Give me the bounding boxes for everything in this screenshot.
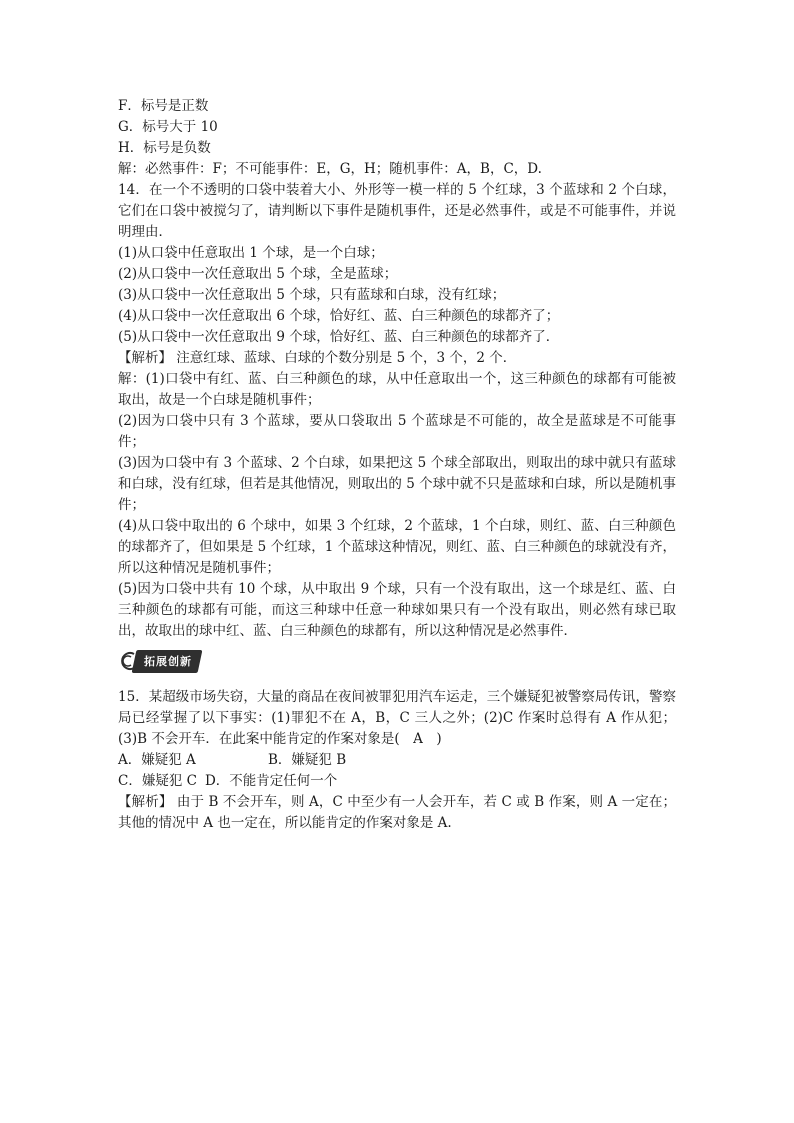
q13-answer: 解：必然事件：F；不可能事件：E，G，H；随机事件：A，B，C，D. (118, 161, 542, 177)
q15-analysis: 【解析】 由于 B 不会开车，则 A，C 中至少有一人会开车，若 C 或 B 作案，则 A 一定在；其他的情况中 A 也一定在，所以能肯定的作案对象是 A. (118, 794, 676, 831)
section-banner (118, 649, 676, 673)
option-h: H．标号是负数 (118, 140, 211, 156)
q14-solution-3: (3)因为口袋中有 3 个蓝球、2 个白球，如果把这 5 个球全部取出，则取出的球中就只有蓝球和白球，没有红球，但若是其他情况，则取出的 5 个球中就不只是蓝球和白球，所以是随机事件； (118, 455, 676, 513)
q14-item-2: (2)从口袋中一次任意取出 5 个球，全是蓝球； (118, 266, 398, 282)
q15-options-row-1 (118, 750, 676, 771)
q14-stem: 14．在一个不透明的口袋中装着大小、外形等一模一样的 5 个红球，3 个蓝球和 2 个白球，它们在口袋中被搅匀了，请判断以下事件是随机事件，还是必然事件，或是不可能事件，并说明理由． (118, 182, 676, 240)
q15-option-a: A．嫌疑犯 A (118, 752, 196, 768)
document-body (118, 96, 676, 834)
q14-item-1: (1)从口袋中任意取出 1 个球，是一个白球； (118, 245, 384, 261)
q15-options-row-2 (118, 771, 676, 792)
q14-solution-2: (2)因为口袋中只有 3 个蓝球，要从口袋取出 5 个蓝球是不可能的，故全是蓝球是不可能事件； (118, 413, 676, 450)
q14-item-3: (3)从口袋中一次任意取出 5 个球，只有蓝球和白球，没有红球； (118, 287, 506, 303)
q14-item-4: (4)从口袋中一次任意取出 6 个球，恰好红、蓝、白三种颜色的球都齐了； (118, 308, 560, 324)
q15-option-b: B．嫌疑犯 B (268, 752, 347, 768)
option-f: F．标号是正数 (118, 98, 209, 114)
section-banner-label: 拓展创新 (132, 650, 203, 673)
q14-solution-1: 解：(1)口袋中有红、蓝、白三种颜色的球，从中任意取出一个，这三种颜色的球都有可能被取出，故是一个白球是随机事件； (118, 371, 676, 408)
q14-solution-4: (4)从口袋中取出的 6 个球中，如果 3 个红球，2 个蓝球，1 个白球，则红、蓝、白三种颜色的球都齐了，但如果是 5 个红球，1 个蓝球这种情况，则红、蓝、白三种颜色的球就没有齐，所以这种情况是随机事件； (118, 518, 676, 576)
option-g: G．标号大于 10 (118, 119, 218, 135)
q14-item-5: (5)从口袋中一次任意取出 9 个球，恰好红、蓝、白三种颜色的球都齐了． (118, 329, 560, 345)
q14-solution-5: (5)因为口袋中共有 10 个球，从中取出 9 个球，只有一个没有取出，这一个球是红、蓝、白三种颜色的球都有可能，而这三种球中任意一种球如果只有一个没有取出，则必然有球已取出，故取出的球中红、蓝、白三种颜色的球都有，所以这种情况是必然事件． (118, 581, 676, 639)
q15-stem: 15．某超级市场失窃，大量的商品在夜间被罪犯用汽车运走，三个嫌疑犯被警察局传讯，警察局已经掌握了以下事实：(1)罪犯不在 A，B，C 三人之外；(2)C 作案时总得有 A 作从犯；(3)B 不会开车．在此案中能肯定的作案对象是( A ) (118, 689, 676, 747)
q14-analysis: 【解析】 注意红球、蓝球、白球的个数分别是 5 个，3 个，2 个． (118, 350, 517, 366)
q15-option-d: D．不能肯定任何一个 (204, 773, 338, 789)
q15-option-c: C．嫌疑犯 C (118, 773, 197, 789)
